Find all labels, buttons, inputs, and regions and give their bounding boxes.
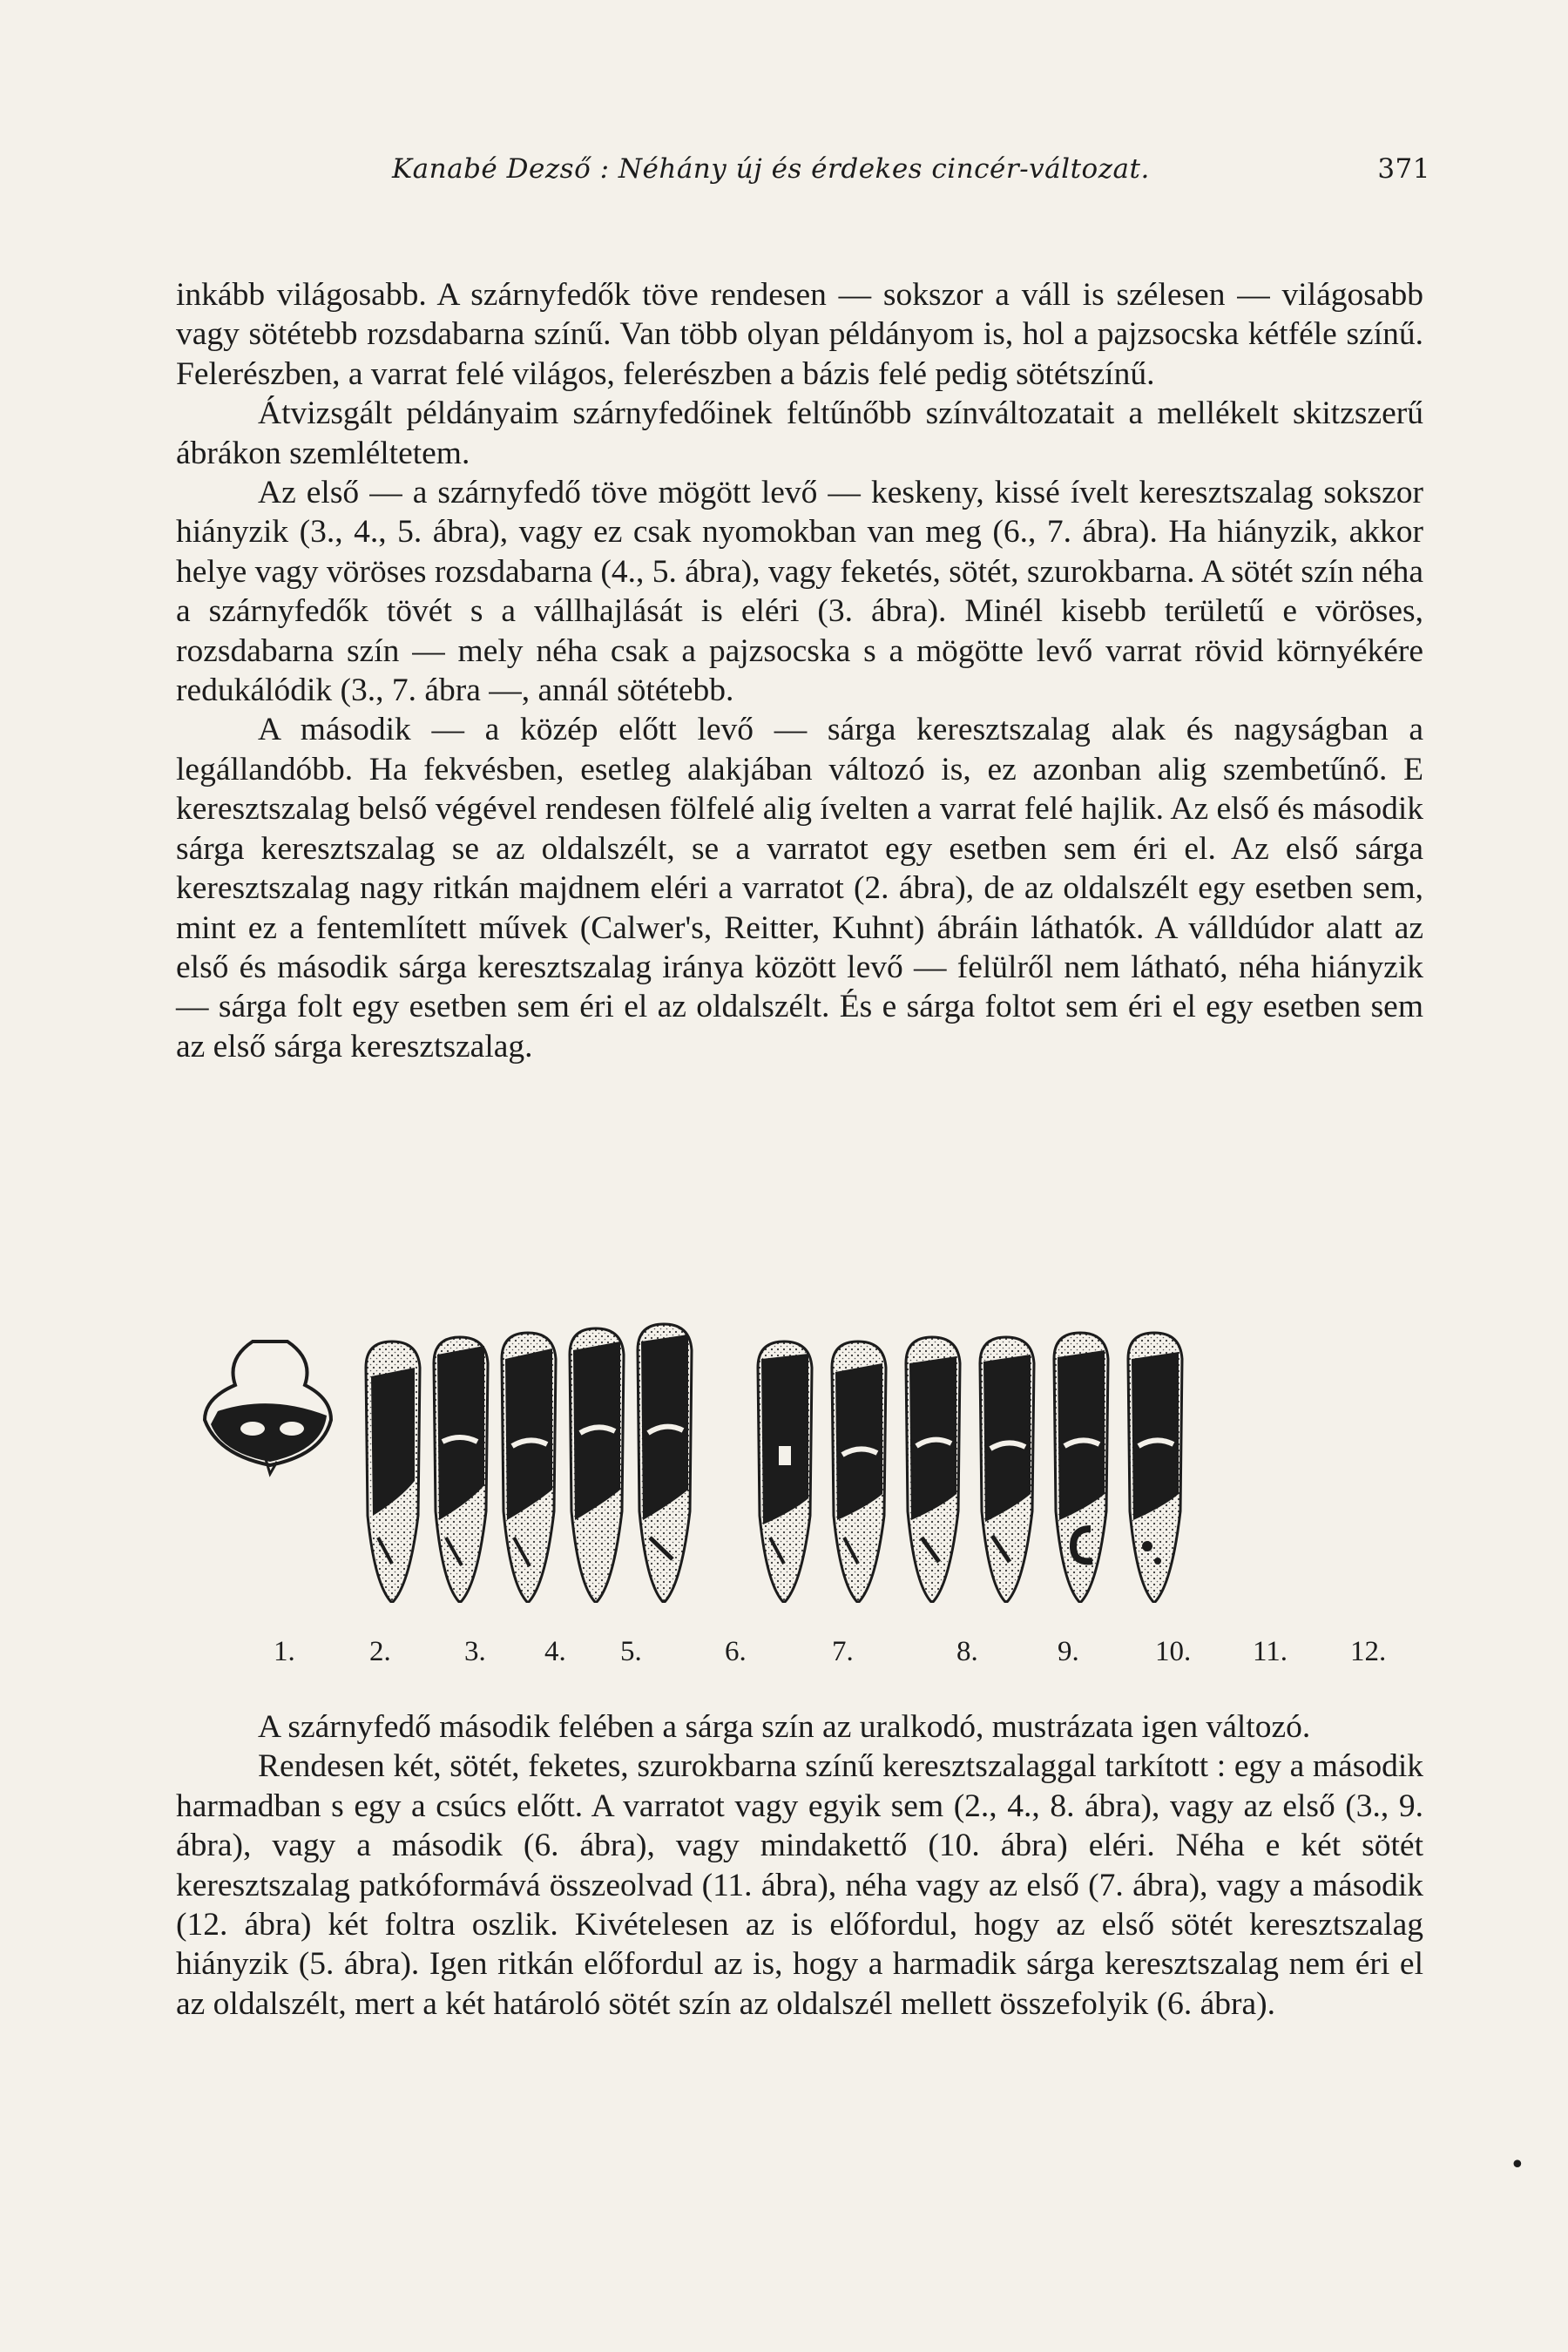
paragraph: A szárnyfedő második felében a sárga szín az uralkodó, mustrázata igen változó. [258,1709,1311,1745]
margin-mark: • [1510,2150,1525,2180]
paragraph: inkább világosabb. A szárnyfedők töve rendesen — sokszor a váll is szélesen — világosabb vagy sötétebb rozsdabarna színű. Van több olyan példányom is, hol a pajzsocska kétféle színű. Felerészben, a varrat felé világos, felerészben a bázis felé pedig sötétszínű. [176,277,1423,392]
elytron-9 [906,1337,960,1603]
elytron-6 [638,1324,692,1603]
figure-label: 11. [1253,1636,1288,1667]
figure-label: 1. [274,1636,295,1667]
figure-label: 10. [1155,1636,1192,1667]
figure-label: 9. [1058,1636,1079,1667]
figure-label: 5. [620,1636,642,1667]
page-number: 371 [1377,153,1430,185]
elytron-5 [570,1328,624,1603]
elytron-7 [758,1342,812,1603]
figure-label: 12. [1350,1636,1387,1667]
elytron-4 [502,1333,556,1603]
paragraph: Átvizsgált példányaim szárnyfedőinek feltűnőbb színváltozatait a mellékelt skitzszerű ábrákon szemléltetem. [176,395,1423,471]
elytron-11 [1054,1333,1108,1603]
elytron-10 [980,1337,1034,1603]
elytron-2 [366,1342,420,1603]
figure-label: 4. [544,1636,566,1667]
elytron-8 [832,1342,886,1603]
paragraph: Rendesen két, sötét, feketes, szurokbarna színű keresztszalaggal tarkított : egy a második harmadban s egy a csúcs előtt. A varratot vagy egyik sem (2., 4., 8. ábra), vagy az első (3., 9. ábra), vagy a második (6. ábra), vagy mindakettő (10. ábra) eléri. Néha e két sötét keresztszalag patkóformává összeolvad (11. ábra), néha vagy az első (7. ábra), vagy a második (12. ábra) két foltra oszlik. Kivételesen az is előfordul, hogy az első sötét keresztszalag hiányzik (5. ábra). Igen ritkán előfordul az is, hogy a harmadik sárga keresztszalag nem éri el az oldalszélt, mert a két határoló sötét szín az oldalszél mellett összefolyik (6. ábra). [176,1748,1423,2022]
elytron-3 [434,1337,488,1603]
figure-label: 3. [464,1636,486,1667]
paragraph: Az első — a szárnyfedő töve mögött levő — keskeny, kissé ívelt keresztszalag sokszor hiányzik (3., 4., 5. ábra), vagy ez csak nyomokban van meg (6., 7. ábra). Ha hiányzik, akkor helye vagy vöröses rozsdabarna (4., 5. ábra), vagy feketés, sötét, szurokbarna. A sötét szín néha a szárnyfedők tövét s a vállhajlását is eléri (3. ábra). Minél kisebb területű e vöröses, rozsdabarna szín — mely néha csak a pajzsocska s a mögötte levő varrat rövid környékére redukálódik (3., 7. ábra —, annál sötétebb. [176,475,1423,709]
figure-label: 6. [725,1636,747,1667]
elytra-figure [157,1307,1429,1603]
elytra-drawings [157,1307,1429,1603]
figure-label: 7. [832,1636,854,1667]
figure-1-pronotum [205,1342,331,1474]
figure-labels [0,1636,1568,1674]
running-head [176,153,1430,197]
body-text-bottom [176,1707,1423,2024]
running-title: Kanabé Dezső : Néhány új és érdekes cincér-változat. [392,153,1150,185]
figure-label: 2. [369,1636,391,1667]
paragraph: A második — a közép előtt levő — sárga keresztszalag alak és nagyságban a legállandóbb. Ha fekvésben, esetleg alakjában változó is, ez azonban alig szembetűnő. E keresztszalag belső végével rendesen fölfelé alig ívelten a varrat felé hajlik. Az első és második sárga keresztszalag se az oldalszélt, se a varratot egy esetben sem éri el. Az első sárga keresztszalag nagy ritkán majdnem eléri a varratot (2. ábra), de az oldalszélt egy esetben sem, mint ez a fentemlített művek (Calwer's, Reitter, Kuhnt) ábráin láthatók. A válldúdor alatt az első és második sárga keresztszalag iránya között levő — felülről nem látható, néha hiányzik — sárga folt egy esetben sem éri el az oldalszélt. És e sárga foltot sem éri el egy esetben sem az első sárga keresztszalag. [176,712,1423,1064]
figure-label: 8. [956,1636,978,1667]
elytron-12 [1128,1333,1182,1603]
body-text-top [176,275,1423,1066]
